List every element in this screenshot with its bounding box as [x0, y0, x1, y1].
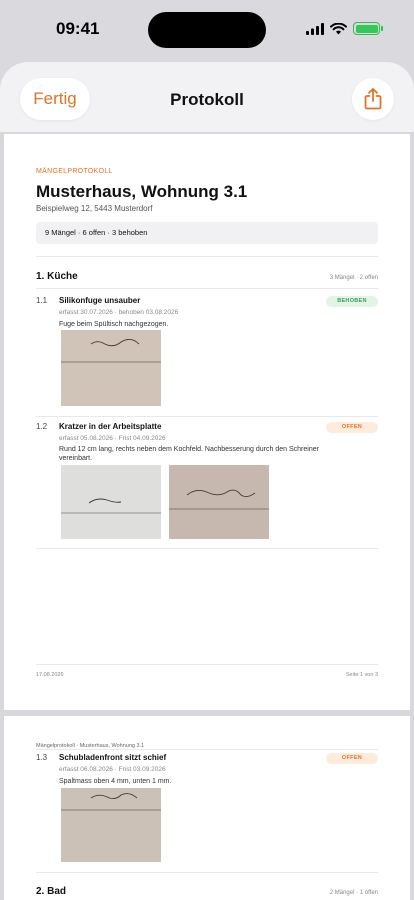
divider: [36, 872, 378, 873]
defect-photo[interactable]: [169, 465, 269, 539]
item-number: 1.3: [36, 753, 48, 762]
item-description: Fuge beim Spültisch nachgezogen.: [59, 321, 169, 328]
document-address: Beispielweg 12, 5443 Musterdorf: [36, 204, 153, 213]
navigation-bar: [0, 62, 414, 132]
status-bar: [0, 0, 414, 60]
section-title: 1. Küche: [36, 271, 78, 282]
battery-charging-icon: [353, 22, 380, 35]
item-description: Rund 12 cm lang, rechts neben dem Kochfeld. Nachbesserung durch den Schreiner vereinbart.: [59, 446, 319, 462]
item-number: 1.2: [36, 422, 48, 431]
defect-photo[interactable]: [61, 330, 161, 406]
divider: [36, 288, 378, 289]
item-dates: erfasst 30.07.2026 · behoben 03.08.2026: [59, 309, 179, 316]
document-kicker: MÄNGELPROTOKOLL: [36, 168, 113, 175]
share-button[interactable]: [352, 78, 394, 120]
divider: [36, 749, 378, 750]
status-badge: BEHOBEN: [326, 296, 378, 307]
footer-divider: [36, 664, 378, 665]
dynamic-island: [148, 12, 266, 48]
item-title: Silikonfuge unsauber: [59, 296, 141, 305]
divider: [36, 256, 378, 257]
section-meta: 2 Mängel · 1 offen: [329, 890, 378, 896]
status-badge: OFFEN: [326, 422, 378, 433]
item-number: 1.1: [36, 296, 48, 305]
item-dates: erfasst 05.08.2026 · Frist 04.09.2026: [59, 435, 166, 442]
document-title: Musterhaus, Wohnung 3.1: [36, 182, 248, 201]
wifi-icon: [330, 23, 347, 35]
footer-date: 17.08.2026: [36, 672, 64, 678]
footer-page-number: Seite 1 von 3: [345, 672, 378, 678]
item-dates: erfasst 06.08.2026 · Frist 03.09.2026: [59, 766, 166, 773]
pdf-viewer[interactable]: [0, 132, 414, 900]
protocol-sheet: [0, 62, 414, 900]
divider: [36, 416, 378, 417]
item-title: Schubladenfront sitzt schief: [59, 753, 167, 762]
share-icon: [363, 88, 383, 110]
status-time: 09:41: [56, 19, 100, 38]
pdf-page-1: [4, 134, 410, 710]
status-badge: OFFEN: [326, 753, 378, 764]
item-title: Kratzer in der Arbeitsplatte: [59, 422, 162, 431]
nav-title: Protokoll: [170, 90, 244, 109]
running-header: Mängelprotokoll · Musterhaus, Wohnung 3.1: [36, 743, 145, 749]
section-meta: 3 Mängel · 2 offen: [329, 275, 378, 281]
defect-photo[interactable]: [61, 465, 161, 539]
section-title: 2. Bad: [36, 886, 67, 897]
status-icons: [306, 22, 380, 35]
defect-photo[interactable]: [61, 788, 161, 862]
divider: [36, 548, 378, 549]
summary-box: 9 Mängel · 6 offen · 3 behoben: [36, 222, 378, 244]
cellular-signal-icon: [306, 23, 324, 35]
item-description: Spaltmass oben 4 mm, unten 1 mm.: [59, 778, 172, 785]
pdf-page-2: [4, 716, 410, 900]
done-button[interactable]: Fertig: [20, 78, 90, 120]
